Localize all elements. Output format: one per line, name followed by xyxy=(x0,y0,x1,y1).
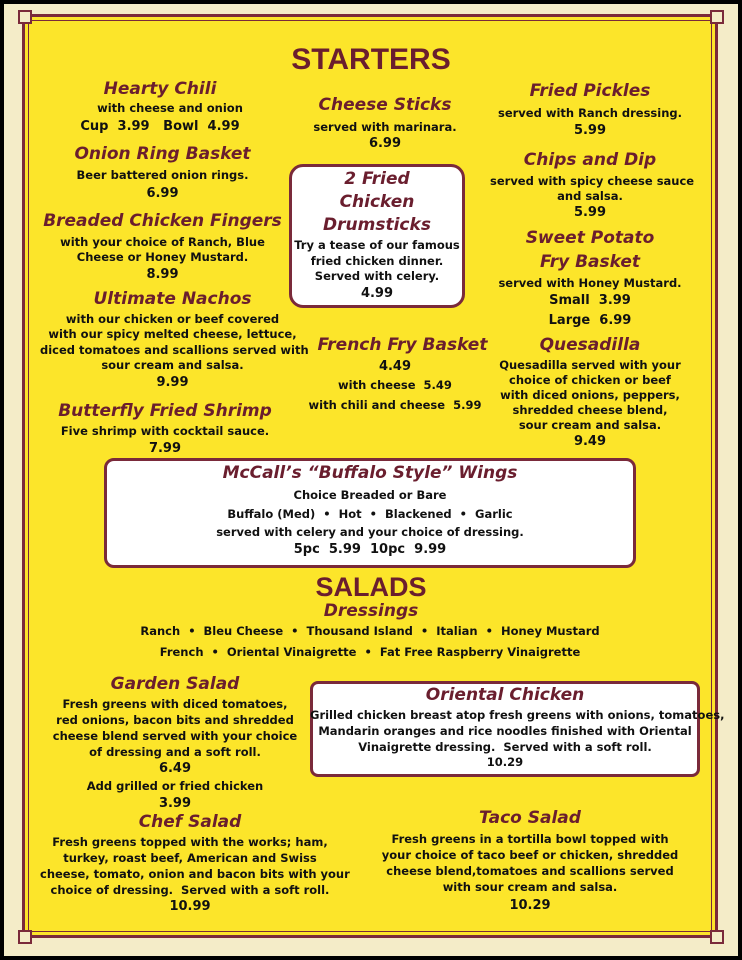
sweet-potato-desc: served with Honey Mustard. xyxy=(498,276,682,290)
garden-name: Garden Salad xyxy=(110,674,240,694)
drumsticks-name-line2: Chicken xyxy=(339,192,415,212)
shrimp-desc: Five shrimp with cocktail sauce. xyxy=(60,424,270,438)
garden-add-price: 3.99 xyxy=(158,796,192,811)
hearty-chili-name: Hearty Chili xyxy=(103,79,217,99)
corner-ornament-tl xyxy=(18,10,32,24)
salads-title: SALADS xyxy=(315,572,427,602)
fries-opt2: with chili and cheese 5.99 xyxy=(308,398,482,412)
taco-desc4: with sour cream and salsa. xyxy=(442,880,618,894)
starters-title: STARTERS xyxy=(291,43,451,76)
garden-price: 6.49 xyxy=(158,761,192,776)
oriental-desc1: Grilled chicken breast atop fresh greens with onions, tomatoes, xyxy=(310,708,725,722)
cheese-sticks-name: Cheese Sticks xyxy=(318,95,452,115)
drumsticks-price: 4.99 xyxy=(360,286,394,301)
nachos-desc1: with our chicken or beef covered xyxy=(65,312,280,326)
drumsticks-name-line3: Drumsticks xyxy=(323,215,431,235)
drumsticks-desc1: Try a tease of our famous xyxy=(294,238,460,252)
nachos-name: Ultimate Nachos xyxy=(93,289,252,309)
cheese-sticks-desc: served with marinara. xyxy=(313,120,457,134)
hearty-chili-desc: with cheese and onion xyxy=(97,101,243,115)
sweet-potato-name-line1: Sweet Potato xyxy=(525,228,655,248)
fries-name: French Fry Basket xyxy=(317,335,488,355)
chips-desc2: and salsa. xyxy=(557,189,623,203)
fries-opt1: with cheese 5.49 xyxy=(338,378,452,392)
shrimp-name: Butterfly Fried Shrimp xyxy=(58,401,272,421)
onion-ring-name: Onion Ring Basket xyxy=(74,144,251,164)
drumsticks-name-line1: 2 Fried xyxy=(344,169,410,189)
nachos-desc4: sour cream and salsa. xyxy=(101,358,244,372)
garden-desc4: of dressing and a soft roll. xyxy=(89,745,261,759)
pickles-name: Fried Pickles xyxy=(529,81,651,101)
chef-name: Chef Salad xyxy=(138,812,242,832)
quesadilla-desc5: sour cream and salsa. xyxy=(518,418,662,432)
nachos-desc2: with our spicy melted cheese, lettuce, xyxy=(48,327,297,341)
taco-desc1: Fresh greens in a tortilla bowl topped with xyxy=(391,832,669,846)
oriental-desc2: Mandarin oranges and rice noodles finished with Oriental xyxy=(318,724,692,738)
chef-desc4: choice of dressing. Served with a soft roll. xyxy=(50,883,330,897)
quesadilla-desc3: with diced onions, peppers, xyxy=(500,388,680,402)
oriental-name: Oriental Chicken xyxy=(425,685,585,705)
garden-desc2: red onions, bacon bits and shredded xyxy=(56,713,294,727)
oriental-desc3: Vinaigrette dressing. Served with a soft roll. xyxy=(358,740,652,754)
chef-desc1: Fresh greens topped with the works; ham, xyxy=(52,835,328,849)
corner-ornament-tr xyxy=(710,10,724,24)
drumsticks-desc2: fried chicken dinner. xyxy=(310,254,444,268)
sweet-potato-large: Large 6.99 xyxy=(548,313,632,328)
fries-price: 4.49 xyxy=(378,359,412,374)
quesadilla-desc4: shredded cheese blend, xyxy=(512,403,668,417)
chef-desc3: cheese, tomato, onion and bacon bits with your xyxy=(40,867,350,881)
garden-desc3: cheese blend served with your choice xyxy=(52,729,298,743)
nachos-price: 9.99 xyxy=(156,375,189,390)
shrimp-price: 7.99 xyxy=(148,441,182,456)
taco-desc3: cheese blend,tomatoes and scallions served xyxy=(386,864,674,878)
pickles-price: 5.99 xyxy=(573,123,607,138)
oriental-price: 10.29 xyxy=(486,755,524,769)
wings-desc: served with celery and your choice of dressing. xyxy=(216,525,524,539)
quesadilla-price: 9.49 xyxy=(573,434,607,449)
chips-desc1: served with spicy cheese sauce xyxy=(490,174,695,188)
quesadilla-name: Quesadilla xyxy=(539,335,641,355)
taco-desc2: your choice of taco beef or chicken, shredded xyxy=(381,848,679,862)
chef-price: 10.99 xyxy=(169,899,211,914)
chicken-fingers-price: 8.99 xyxy=(146,267,179,282)
sweet-potato-name-line2: Fry Basket xyxy=(539,252,641,272)
chips-name: Chips and Dip xyxy=(523,150,657,170)
taco-price: 10.29 xyxy=(509,898,551,913)
chicken-fingers-desc2: Cheese or Honey Mustard. xyxy=(76,250,249,264)
corner-ornament-br xyxy=(710,930,724,944)
corner-ornament-bl xyxy=(18,930,32,944)
chicken-fingers-desc1: with your choice of Ranch, Blue xyxy=(60,235,265,249)
drumsticks-desc3: Served with celery. xyxy=(314,269,440,283)
taco-name: Taco Salad xyxy=(479,808,581,828)
nachos-desc3: diced tomatoes and scallions served with xyxy=(40,343,309,357)
chips-price: 5.99 xyxy=(573,205,607,220)
dressings-line1: Ranch • Bleu Cheese • Thousand Island • Italian • Honey Mustard xyxy=(140,624,600,638)
quesadilla-desc1: Quesadilla served with your xyxy=(499,358,681,372)
chicken-fingers-name: Breaded Chicken Fingers xyxy=(43,211,282,231)
wings-flavors: Buffalo (Med) • Hot • Blackened • Garlic xyxy=(227,507,513,521)
wings-sub: Choice Breaded or Bare xyxy=(293,488,447,502)
quesadilla-desc2: choice of chicken or beef xyxy=(509,373,671,387)
onion-ring-desc: Beer battered onion rings. xyxy=(76,168,249,182)
pickles-desc: served with Ranch dressing. xyxy=(497,106,683,120)
wings-name: McCall’s “Buffalo Style” Wings xyxy=(222,463,518,483)
hearty-chili-price: Cup 3.99 Bowl 4.99 xyxy=(80,119,240,134)
garden-add: Add grilled or fried chicken xyxy=(86,779,264,793)
garden-desc1: Fresh greens with diced tomatoes, xyxy=(62,697,288,711)
wings-price: 5pc 5.99 10pc 9.99 xyxy=(293,542,447,557)
onion-ring-price: 6.99 xyxy=(146,186,179,201)
sweet-potato-small: Small 3.99 xyxy=(549,293,631,308)
dressings-line2: French • Oriental Vinaigrette • Fat Free Raspberry Vinaigrette xyxy=(159,645,581,659)
chef-desc2: turkey, roast beef, American and Swiss xyxy=(63,851,317,865)
dressings-title: Dressings xyxy=(323,601,419,621)
cheese-sticks-price: 6.99 xyxy=(368,136,402,151)
